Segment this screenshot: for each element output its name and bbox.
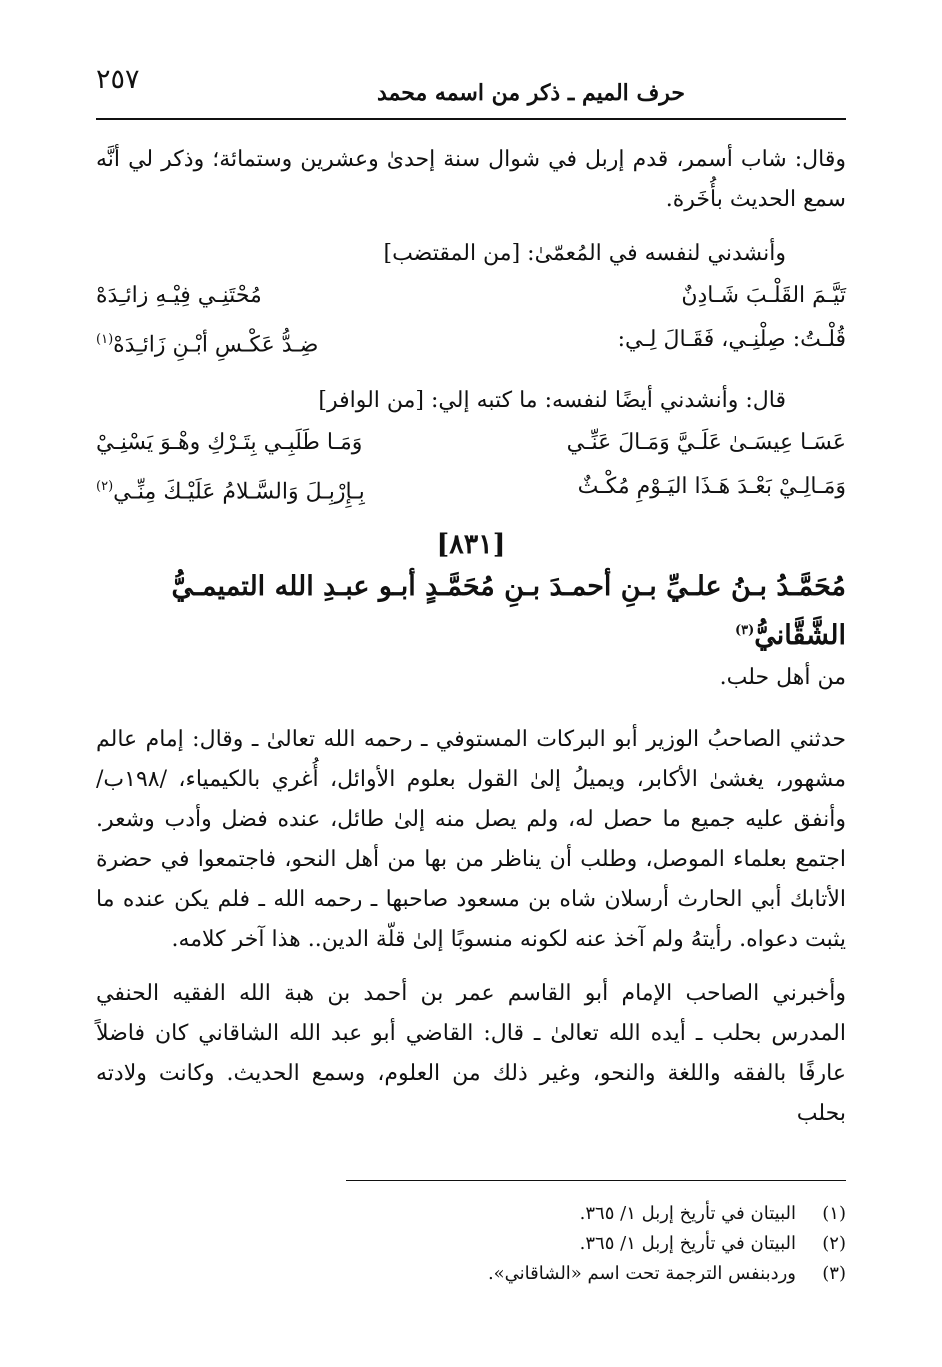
footnote xyxy=(96,1199,846,1229)
footnote xyxy=(96,1229,846,1259)
footnotes xyxy=(96,1180,846,1289)
entry-number: [٨٣١] xyxy=(436,528,506,560)
footnote-marker: (٢) xyxy=(96,479,114,495)
main-text xyxy=(96,140,846,1134)
page-number: ٢٥٧ xyxy=(96,64,140,95)
footnote-number: (١) xyxy=(822,1203,846,1224)
verse-hemistich xyxy=(96,465,456,514)
running-title: حرف الميم ـ ذكر من اسمه محمد xyxy=(376,80,685,106)
verse-line xyxy=(96,274,846,318)
footnote-number: (٣) xyxy=(822,1263,846,1284)
footnote-text: البيتان في تأريخ إربل ١/ ٣٦٥. xyxy=(579,1203,796,1224)
verse-line xyxy=(96,421,846,465)
entry-heading xyxy=(96,565,846,658)
paragraph: وأخبرني الصاحب الإمام أبو القاسم عمر بن أحمد بن هبة الله الفقيه الحنفي المدرس بحلب ـ أيده الله تعالىٰ ـ قال: القاضي أبو عبد الله الشاقاني كان فاضلاً عارفًا بالفقه واللغة والنحو، وغير ذلك من العلوم، وسمع الحديث. وكانت ولادته بحلب xyxy=(96,980,846,1126)
footnote-divider xyxy=(346,1180,846,1181)
verse-hemistich: عَسَـا عِيسَـىٰ عَلَـيَّ وَمَـالَ عَنِّـي xyxy=(566,430,846,456)
verse-hemistich: وَمَـالِـيْ بَعْـدَ هَـذَا اليَـوْمِ مُكْـثٌ xyxy=(577,474,846,500)
paragraph: حدثني الصاحبُ الوزير أبو البركات المستوفي ـ رحمه الله تعالىٰ ـ وقال: إمام عالم مشهور، يغشىٰ الأكابر، ويميلُ إلىٰ القول بعلوم الأوائل، أُغري بالكيمياء، /١٩٨ب/ وأنفق عليه جميع ما حصل له، ولم يصل منه إلىٰ طائل، عنده فضل وأدب وشعر. اجتمع بعلماء الموصل، وطلب أن يناظر من بها من أهل النحو، فاجتمعوا في حضرة الأتابك أبي الحارث أرسلان شاه بن مسعود صاحبها ـ رحمه الله ـ فلم يكن عنده ما يثبت دعواه. رأيتهُ ولم آخذ عنه لكونه منسوبًا إلىٰ قلّة الدين.. هذا آخر كلامه. xyxy=(96,726,846,952)
verse-intro: وأنشدني لنفسه في المُعمّىٰ: [من المقتضب] xyxy=(383,241,786,266)
verse-intro: قال: وأنشدني أيضًا لنفسه: ما كتبه إلي: [من الوافر] xyxy=(318,388,786,414)
footnote-text: البيتان في تأريخ إربل ١/ ٣٦٥. xyxy=(579,1233,796,1254)
entry-name: مُحَمَّـدُ بـنُ علـيِّ بـنِ أحمـدَ بـنِ مُحَمَّـدٍ أبـو عبـدِ الله التميمـيُّ الشَّقَّانيُّ xyxy=(171,570,846,651)
verse-hemistich: تَيَّـمَ القَلْـبَ شَـادِنٌ xyxy=(681,283,846,308)
entry-origin: من أهل حلب. xyxy=(719,664,846,690)
verse-line xyxy=(96,465,846,514)
verse-hemistich: مُحْتَنِـي فِيْـهِ زائـِدَهْ xyxy=(96,283,262,308)
footnote-number: (٢) xyxy=(822,1233,846,1254)
footnote-marker: (٣) xyxy=(734,622,755,638)
verse-text: بِـإِرْبِـلَ وَالسَّـلامُ عَلَيْـكَ مِنِّـي xyxy=(113,479,365,505)
footnote xyxy=(96,1259,846,1289)
verse-hemistich xyxy=(96,318,456,367)
verse-text: ضِـدُّ عَكْـسِ أبْـنِ زَائـِدَهْ xyxy=(113,332,319,358)
verse-hemistich: قُلْـتُ: صِلْنِـي، فَقَـالَ لِـي: xyxy=(617,327,846,352)
page-header xyxy=(96,62,846,120)
footnote-marker: (١) xyxy=(96,332,114,347)
footnote-text: وردبنفس الترجمة تحت اسم «الشاقاني». xyxy=(487,1263,796,1284)
paragraph: وقال: شاب أسمر، قدم إربل في شوال سنة إحدىٰ وعشرين وستمائة؛ وذكر لي أنَّه سمع الحديث بأُخَرة. xyxy=(96,147,846,212)
verse-line xyxy=(96,318,846,367)
verse-hemistich: وَمَـا طَلَبِـي بِتَـرْكِ وهْـوَ يَسْنِـيْ xyxy=(96,430,363,456)
